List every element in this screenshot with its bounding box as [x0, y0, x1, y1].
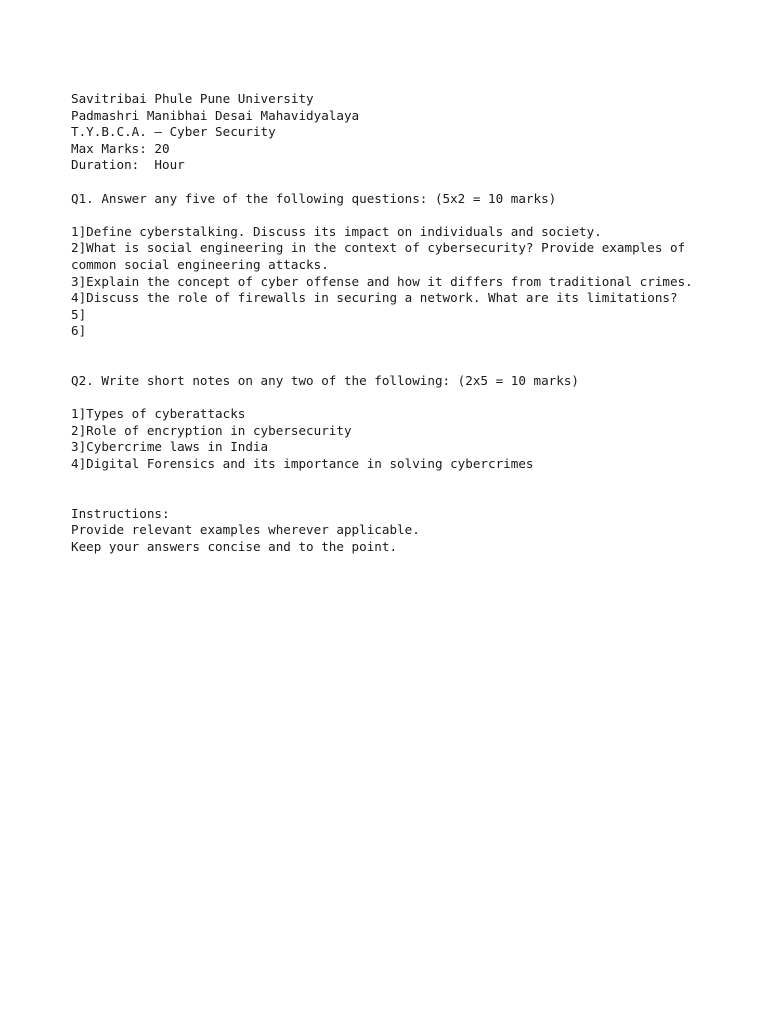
spacer [71, 390, 751, 407]
list-item: 5] [71, 306, 87, 322]
list-item: 3]Explain the concept of cyber offense and how it differs from traditional crimes. [71, 273, 693, 289]
list-item: 3]Cybercrime laws in India [71, 439, 269, 455]
list-item: 1]Define cyberstalking. Discuss its impact on individuals and society. [71, 223, 602, 239]
spacer [71, 473, 751, 490]
college-name: Padmashri Manibhai Desai Mahavidyalaya [71, 107, 360, 123]
course-title: T.Y.B.C.A. – Cyber Security [71, 124, 276, 140]
question-1-section [71, 191, 751, 340]
question-1-heading: Q1. Answer any five of the following questions: (5x2 = 10 marks) [71, 190, 557, 206]
max-marks: Max Marks: 20 [71, 140, 170, 156]
spacer [71, 357, 751, 374]
question-2-section [71, 373, 751, 473]
list-item: 2]What is social engineering in the context of cybersecurity? Provide examples of [71, 240, 686, 256]
duration: Duration: Hour [71, 157, 185, 173]
question-2-heading: Q2. Write short notes on any two of the following: (2x5 = 10 marks) [71, 373, 579, 389]
university-name: Savitribai Phule Pune University [71, 91, 314, 106]
spacer [71, 489, 751, 506]
instructions-heading: Instructions: [71, 505, 170, 521]
spacer [71, 207, 751, 224]
spacer [71, 174, 751, 191]
instructions-section [71, 506, 751, 556]
list-item: Keep your answers concise and to the point. [71, 539, 398, 555]
list-item: common social engineering attacks. [71, 256, 329, 272]
list-item: 1]Types of cyberattacks [71, 406, 246, 422]
spacer [71, 340, 751, 357]
list-item: 4]Discuss the role of firewalls in securing a network. What are its limitations? [71, 290, 678, 306]
list-item: Provide relevant examples wherever applicable. [71, 522, 420, 538]
list-item: 4]Digital Forensics and its importance in solving cybercrimes [71, 456, 534, 472]
list-item: 6] [71, 323, 87, 339]
list-item: 2]Role of encryption in cybersecurity [71, 422, 352, 438]
question-paper [71, 91, 751, 556]
paper-header [71, 91, 751, 174]
